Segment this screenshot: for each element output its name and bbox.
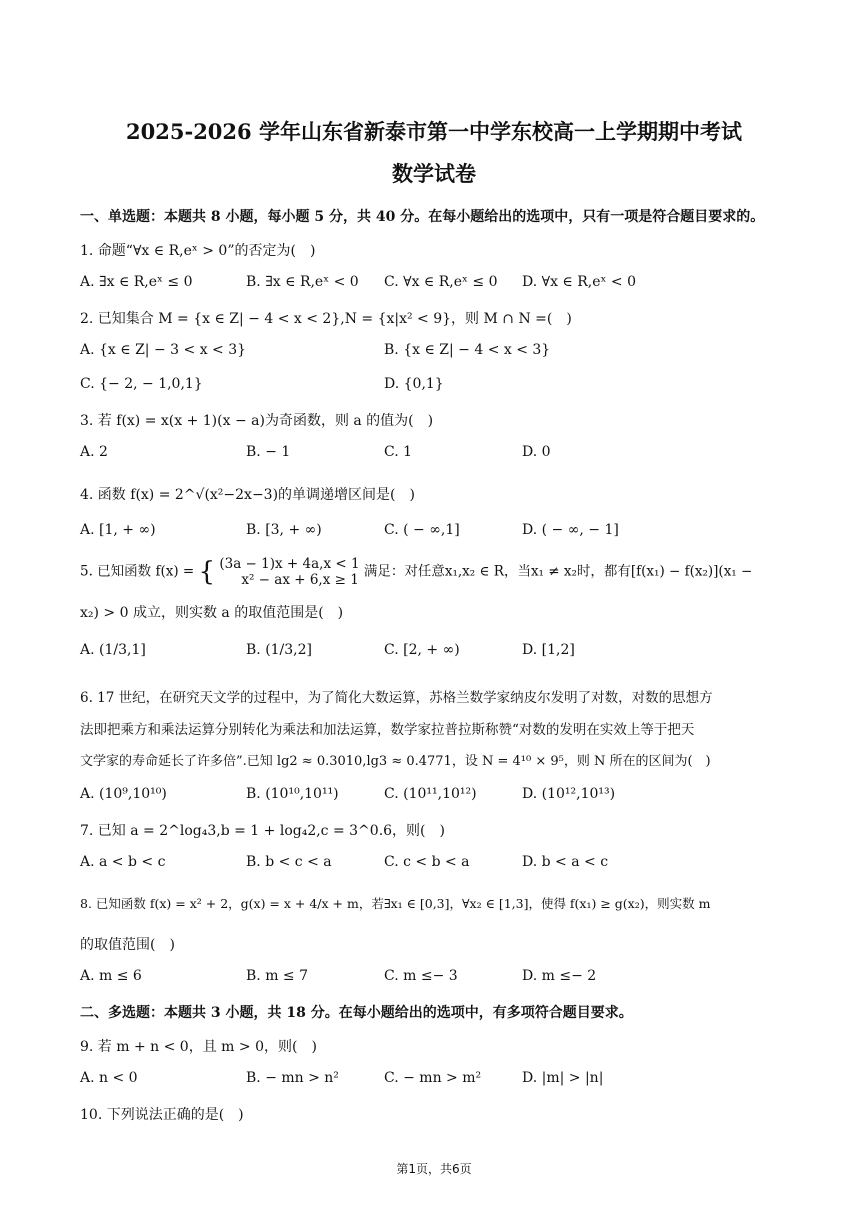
- q3-option-d: D. 0: [522, 444, 551, 460]
- q1-option-a: A. ∃x ∈ R,eˣ ≤ 0: [80, 274, 193, 290]
- q8-option-a: A. m ≤ 6: [80, 968, 142, 984]
- q6-option-a: A. (10⁹,10¹⁰): [80, 786, 167, 802]
- q4-option-c: C. ( − ∞,1]: [384, 522, 460, 538]
- q1-option-c: C. ∀x ∈ R,eˣ ≤ 0: [384, 274, 498, 290]
- q2-stem: 2. 已知集合 M = {x ∈ Z| − 4 < x < 2},N = {x|x² < 9}，则 M ∩ N =( ): [80, 311, 572, 327]
- q6-line1: 6. 17 世纪，在研究天文学的过程中，为了简化大数运算，苏格兰数学家纳皮尔发明了对数，对数的思想方: [80, 690, 713, 706]
- q5-prefix: 5. 已知函数 f(x) =: [80, 563, 195, 580]
- q9-option-b: B. − mn > n²: [246, 1070, 339, 1086]
- q6-line2: 法即把乘方和乘法运算分别转化为乘法和加法运算，数学家拉普拉斯称赞“对数的发明在实效上等于把天: [80, 722, 695, 738]
- q9-option-c: C. − mn > m²: [384, 1070, 482, 1086]
- q5-case2: x² − ax + 6,x ≥ 1: [241, 572, 359, 588]
- page-footer: 第1页，共6页: [396, 1162, 472, 1176]
- q2-option-a: A. {x ∈ Z| − 3 < x < 3}: [80, 342, 247, 358]
- q4-option-b: B. [3, + ∞): [246, 522, 322, 538]
- q3-stem: 3. 若 f(x) = x(x + 1)(x − a)为奇函数，则 a 的值为( ): [80, 413, 434, 429]
- q7-stem: 7. 已知 a = 2^log₄3,b = 1 + log₄2,c = 3^0.6，则( ): [80, 823, 445, 839]
- q5-stem: [80, 556, 752, 588]
- q7-option-d: D. b < a < c: [522, 854, 609, 870]
- q3-option-c: C. 1: [384, 444, 413, 460]
- q1-stem: 1. 命题“∀x ∈ R,eˣ > 0”的否定为( ): [80, 243, 316, 259]
- q8-option-b: B. m ≤ 7: [246, 968, 309, 984]
- q10-stem: 10. 下列说法正确的是( ): [80, 1107, 244, 1123]
- q6-option-b: B. (10¹⁰,10¹¹): [246, 786, 339, 802]
- q1-option-b: B. ∃x ∈ R,eˣ < 0: [246, 274, 359, 290]
- q5-option-c: C. [2, + ∞): [384, 642, 460, 658]
- q8-option-c: C. m ≤− 3: [384, 968, 458, 984]
- q7-option-b: B. b < c < a: [246, 854, 332, 870]
- q7-option-a: A. a < b < c: [80, 854, 166, 870]
- q5-brace-icon: {: [198, 557, 216, 587]
- q2-option-b: B. {x ∈ Z| − 4 < x < 3}: [384, 342, 551, 358]
- q9-option-d: D. |m| > |n|: [522, 1070, 604, 1086]
- q8-option-d: D. m ≤− 2: [522, 968, 597, 984]
- q8-line1: 8. 已知函数 f(x) = x² + 2，g(x) = x + 4/x + m，若∃x₁ ∈ [0,3]，∀x₂ ∈ [1,3]，使得 f(x₁) ≥ g(x₂)，则实数 m: [80, 896, 711, 911]
- q5-option-a: A. (1/3,1]: [80, 642, 146, 658]
- q4-stem: 4. 函数 f(x) = 2^√(x²−2x−3)的单调递增区间是( ): [80, 487, 415, 503]
- q5-option-d: D. [1,2]: [522, 642, 575, 658]
- q3-option-a: A. 2: [80, 444, 108, 460]
- exam-title: 2025-2026 学年山东省新泰市第一中学东校高一上学期期中考试: [126, 119, 742, 144]
- q1-option-d: D. ∀x ∈ R,eˣ < 0: [522, 274, 636, 290]
- section-single-choice: 一、单选题：本题共 8 小题，每小题 5 分，共 40 分。在每小题给出的选项中，只有一项是符合题目要求的。: [80, 209, 765, 225]
- q6-option-d: D. (10¹²,10¹³): [522, 786, 616, 802]
- q3-option-b: B. − 1: [246, 444, 291, 460]
- q8-line2: 的取值范围( ): [80, 937, 175, 953]
- q9-stem: 9. 若 m + n < 0，且 m > 0，则( ): [80, 1039, 317, 1055]
- exam-subtitle: 数学试卷: [392, 161, 476, 186]
- q7-option-c: C. c < b < a: [384, 854, 470, 870]
- q2-option-c: C. {− 2, − 1,0,1}: [80, 376, 203, 392]
- q5-case1: (3a − 1)x + 4a,x < 1: [219, 556, 360, 572]
- q6-option-c: C. (10¹¹,10¹²): [384, 786, 477, 802]
- q5-option-b: B. (1/3,2]: [246, 642, 313, 658]
- q6-line3: 文学家的寿命延长了许多倍”.已知 lg2 ≈ 0.3010,lg3 ≈ 0.4771，设 N = 4¹⁰ × 9⁵，则 N 所在的区间为( ): [80, 754, 711, 769]
- q5-line2: x₂) > 0 成立，则实数 a 的取值范围是( ): [80, 605, 344, 621]
- q5-piecewise: [219, 556, 359, 588]
- q5-suffix: 满足：对任意x₁,x₂ ∈ R，当x₁ ≠ x₂时，都有[f(x₁) − f(x₂)](x₁ −: [363, 563, 753, 580]
- q4-option-d: D. ( − ∞, − 1]: [522, 522, 619, 538]
- q4-option-a: A. [1, + ∞): [80, 522, 156, 538]
- q2-option-d: D. {0,1}: [384, 376, 444, 392]
- section-multiple-choice: 二、多选题：本题共 3 小题，共 18 分。在每小题给出的选项中，有多项符合题目要求。: [80, 1005, 633, 1021]
- q9-option-a: A. n < 0: [80, 1070, 138, 1086]
